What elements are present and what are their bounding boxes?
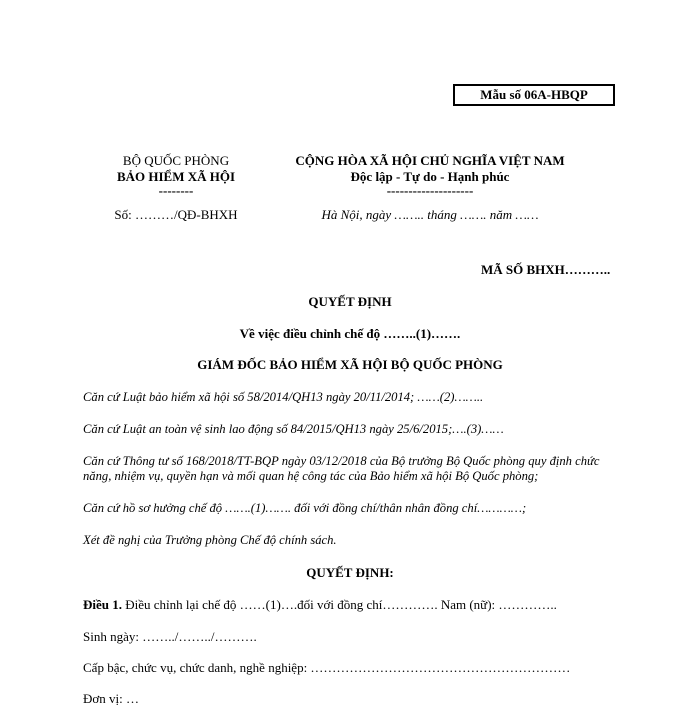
issuing-authority: GIÁM ĐỐC BẢO HIỂM XÃ HỘI BỘ QUỐC PHÒNG xyxy=(197,357,503,372)
form-code-box xyxy=(453,84,615,106)
right-divider: -------------------- xyxy=(386,183,474,198)
article-1-label: Điều 1. xyxy=(83,597,122,612)
agency-name: BẢO HIỂM XÃ HỘI xyxy=(116,169,236,184)
place-date: Hà Nội, ngày …….. tháng ……. năm …… xyxy=(321,207,539,222)
document-subject: Về việc điều chỉnh chế độ ……..(1)……. xyxy=(239,326,461,341)
bhxh-code: MÃ SỐ BHXH……….. xyxy=(481,262,611,277)
article-1 xyxy=(83,597,557,613)
decision-heading: QUYẾT ĐỊNH: xyxy=(306,565,394,580)
legal-basis-4: Căn cứ hồ sơ hưởng chế độ …….(1)……. đối với đồng chí/thân nhân đồng chí…………; xyxy=(83,501,527,515)
legal-basis-1: Căn cứ Luật bảo hiểm xã hội số 58/2014/QH13 ngày 20/11/2014; ……(2)…….. xyxy=(83,390,484,404)
motto: Độc lập - Tự do - Hạnh phúc xyxy=(350,169,510,184)
ministry-name: BỘ QUỐC PHÒNG xyxy=(122,153,230,168)
field-unit: Đơn vị: … xyxy=(83,691,139,706)
legal-basis-3: Căn cứ Thông tư số 168/2018/TT-BQP ngày 03/12/2018 của Bộ trưởng Bộ Quốc phòng quy định chức năng, nhiệm vụ, quyền hạn và mối quan hệ công tác của Bảo hiểm xã hội Bộ Quốc phòng; xyxy=(83,454,600,483)
article-1-text: Điều chỉnh lại chế độ ……(1)….đối với đồng chí…………. Nam (nữ): ………….. xyxy=(125,597,557,612)
document-number: Số: ………/QĐ-BHXH xyxy=(114,207,238,222)
legal-basis-2: Căn cứ Luật an toàn vệ sinh lao động số 84/2015/QH13 ngày 25/6/2015;….(3)…… xyxy=(83,422,504,436)
form-code: Mẫu số 06A-HBQP xyxy=(480,87,588,102)
left-divider: -------- xyxy=(158,183,194,198)
document-title: QUYẾT ĐỊNH xyxy=(308,294,392,309)
nation-name: CỘNG HÒA XÃ HỘI CHỦ NGHĨA VIỆT NAM xyxy=(295,153,565,168)
field-rank-position: Cấp bậc, chức vụ, chức danh, nghề nghiệp: …………………………………………………… xyxy=(83,660,571,675)
field-date-of-birth: Sinh ngày: ……../……../………. xyxy=(83,629,257,644)
proposal-note: Xét đề nghị của Trưởng phòng Chế độ chính sách. xyxy=(83,533,337,547)
